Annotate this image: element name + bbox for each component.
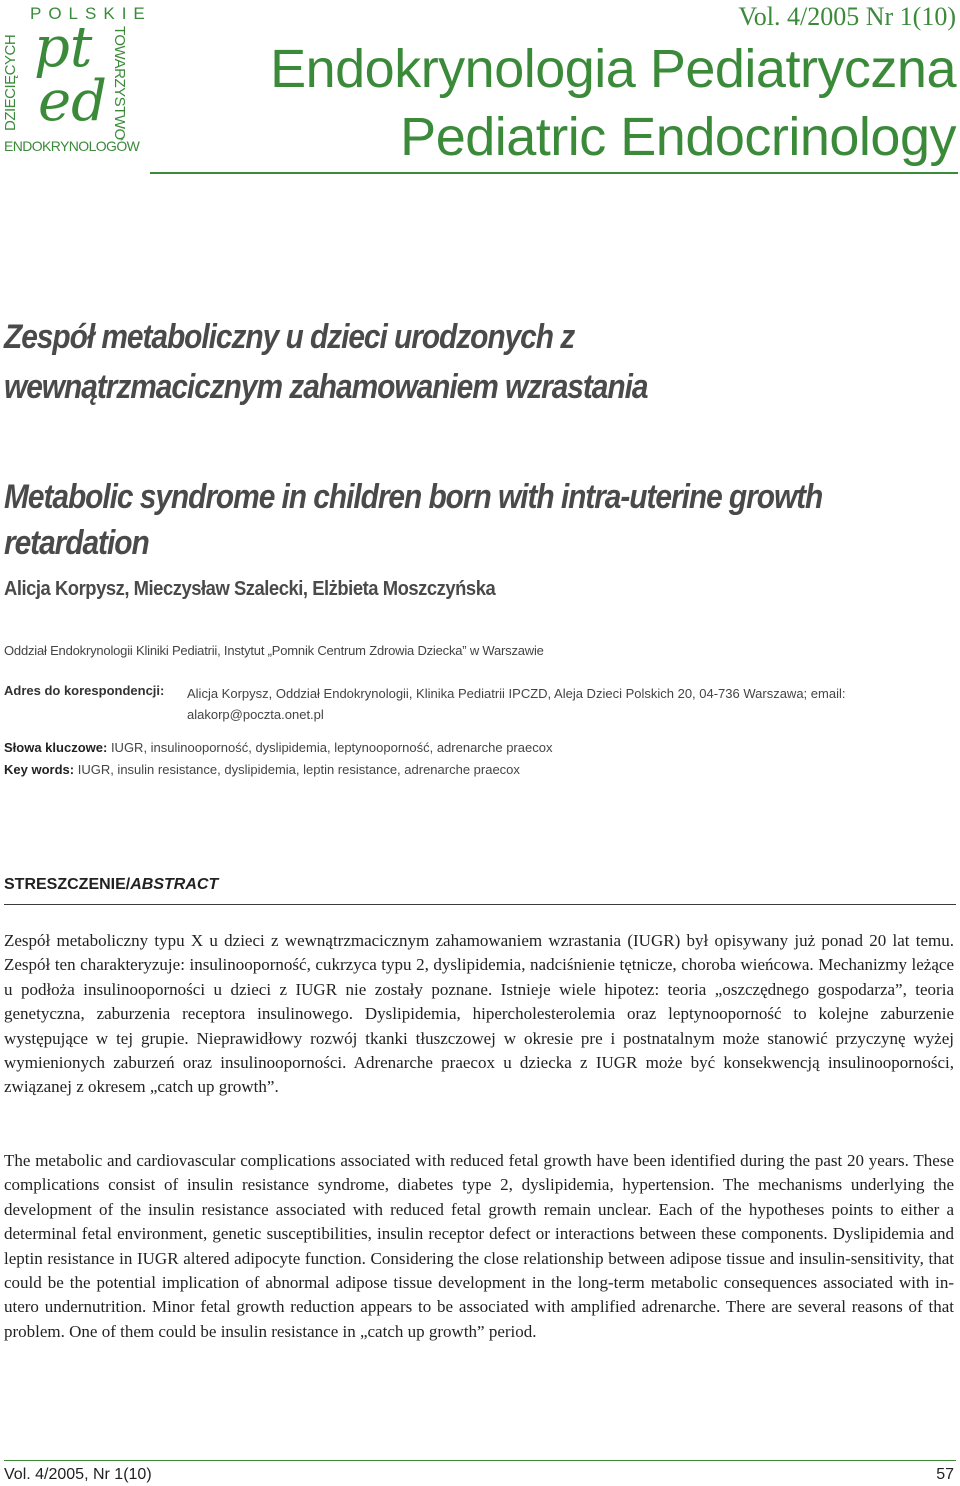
header-divider [150, 172, 958, 174]
article-title-pl: Zespół metaboliczny u dzieci urodzonych z wewnątrzmacicznym zahamowaniem wzrastania [4, 318, 648, 406]
abstract-heading [4, 876, 218, 894]
footer-divider [4, 1460, 956, 1461]
society-logo [2, 4, 152, 154]
logo-bottom-text: ENDOKRYNOLOGÓW [4, 138, 140, 154]
abstract-heading-en: ABSTRACT [130, 876, 219, 893]
abstract-heading-pl: STRESZCZENIE/ [4, 876, 131, 893]
logo-left-vertical-text: DZIECIĘCYCH [2, 34, 19, 132]
abstract-divider [4, 904, 956, 905]
keywords-pl-text: IUGR, insulinooporność, dyslipidemia, leptynooporność, adrenarche praecox [110, 740, 553, 755]
correspondence-text: Alicja Korpysz, Oddział Endokrynologii, Klinika Pediatrii IPCZD, Aleja Dzieci Polskich 20, 04-736 Warszawa; email: alakorp@poczta.onet.pl [187, 686, 846, 722]
correspondence-label: Adres do korespondencji: [4, 683, 165, 698]
page-number: 57 [936, 1466, 954, 1483]
keywords-pl-label: Słowa kluczowe: [4, 740, 108, 755]
article-affiliation: Oddział Endokrynologii Kliniki Pediatrii, Instytut „Pomnik Centrum Zdrowia Dziecka” w Warszawie [4, 643, 544, 658]
abstract-paragraph-en: The metabolic and cardiovascular complications associated with reduced fetal growth have been identified during the past 20 years. These complications consist of insulin resistance syndrome, diabetes type 2, dyslipidemia, hypertension. The mechanisms underlying the development of the insulin resistance associated with reduced fetal growth remain unclear. Each of the hypotheses points to either a determinal fetal environment, genetic susceptibilities, insulin receptor defect or interactions between these components. Dyslipidemia and leptin resistance in IUGR altered adipocyte function. Considering the close relationship between adipose tissue and insulin-sensitivity, that could be the potential implication of abnormal adipose tissue development in the long-term metabolic consequences associated with in-utero undernutrition. Minor fetal growth reduction appears to be associated with amplified adrenarche. There are several reasons of that problem. One of them could be insulin resistance in „catch up growth” period. [4, 1151, 954, 1341]
header-volume: Vol. 4/2005 Nr 1(10) [738, 2, 956, 31]
abstract-paragraph-pl: Zespół metaboliczny typu X u dzieci z wewnątrzmacicznym zahamowaniem wzrastania (IUGR) był opisywany już ponad 20 lat temu. Zespół ten charakteryzuje: insulinooporność, cukrzyca typu 2, dyslipidemia, nadciśnienie tętnicze, choroba wieńcowa. Mechanizmy leżące u podłoża insulinooporności u dzieci z IUGR nie zostały poznane. Istnieje wiele hipotez: teoria „oszczędnego gospodarza”, teoria genetyczna, zaburzenia receptora insulinowego. Dyslipidemia, hipercholesterolemia oraz leptynooporność to kolejne zaburzenie występujące w tej grupie. Nieprawidłowy rozwój tkanki tłuszczowej w okresie pre i postnatalnym może stanowić przyczynę wyżej wymienionych zaburzeń oraz insulinooporności. Adrenarche praecox u dziecka z IUGR może być konsekwencją insulinooporności, związanej z okresem „catch up growth”. [4, 931, 954, 1097]
keywords-en-label: Key words: [4, 762, 75, 777]
journal-title-en: Pediatric Endocrinology [400, 107, 956, 167]
logo-top-text: POLSKIE [30, 4, 152, 23]
keywords-en [4, 762, 520, 777]
logo-mark-top: pt [34, 15, 93, 80]
keywords-en-text: IUGR, insulin resistance, dyslipidemia, leptin resistance, adrenarche praecox [77, 762, 520, 777]
article-authors: Alicja Korpysz, Mieczysław Szalecki, Elżbieta Moszczyńska [4, 578, 496, 600]
logo-right-vertical-text: TOWARZYSTWO [111, 26, 128, 140]
keywords-pl [4, 740, 552, 755]
logo-mark-bottom: ed [38, 69, 107, 134]
article-title-en: Metabolic syndrome in children born with intra-uterine growth retardation [4, 478, 823, 562]
footer-volume: Vol. 4/2005, Nr 1(10) [4, 1466, 152, 1483]
journal-title-pl: Endokrynologia Pediatryczna [270, 39, 956, 99]
logo-mark [28, 15, 107, 138]
